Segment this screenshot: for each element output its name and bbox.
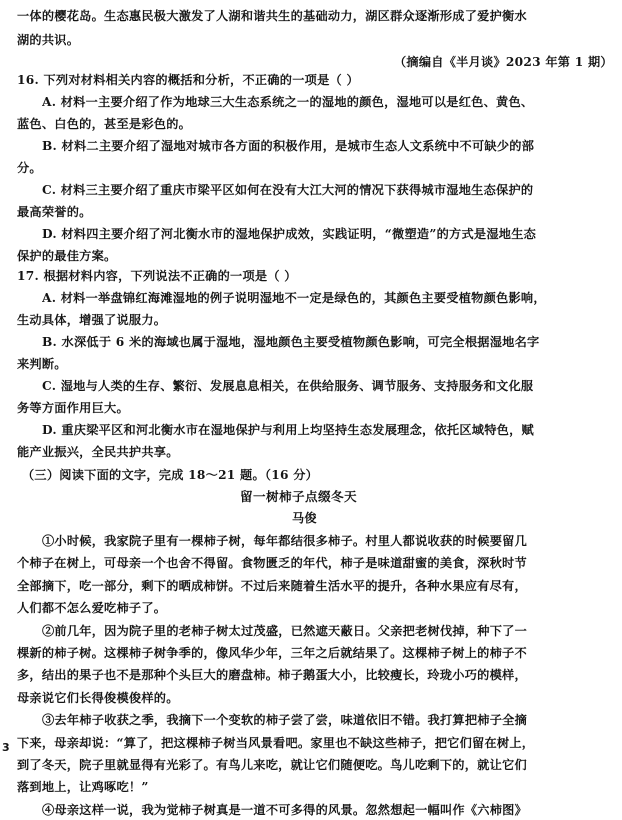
paragraph-2-line: 多，结出的果子也不是那种个头巨大的磨盘柿。柿子鹅蛋大小，比较瘦长，玲珑小巧的模样， (17, 668, 527, 682)
section-instruction: （三）阅读下面的文字，完成 18～21 题。（16 分） (22, 468, 319, 482)
q16-option-a: A. 材料一主要介绍了作为地球三大生态系统之一的湿地的颜色，湿地可以是红色、黄色、 (42, 95, 534, 109)
paragraph-4-line: ④母亲这样一说，我为觉柿子树真是一道不可多得的风景。忽然想起一幅叫作《六柿图》 (42, 803, 528, 817)
paragraph-2-line: 棵新的柿子树。这棵柿子树争季的，像风华少年，三年之后就结果了。这棵柿子树上的柿子不 (17, 646, 527, 660)
q16-option-d: D. 材料四主要介绍了河北衡水市的湿地保护成效，实践证明，“微塑造”的方式是湿地生态 (42, 227, 537, 241)
page-number: 3 (2, 741, 10, 754)
paragraph-1-line: 个柿子在树上，可母亲一个也舍不得留。食物匮乏的年代，柿子是味道甜蜜的美食，深秋时节 (17, 556, 527, 570)
q16-option-a-cont: 蓝色、白色的，甚至是彩色的。 (17, 117, 192, 131)
q16-option-c: C. 材料三主要介绍了重庆市梁平区如何在没有大江大河的情况下获得城市湿地生态保护的 (42, 183, 534, 197)
q16-option-b-cont: 分。 (17, 161, 42, 175)
q17-option-a: A. 材料一举盘锦红海滩湿地的例子说明湿地不一定是绿色的，其颜色主要受植物颜色影响， (42, 291, 546, 305)
q17-option-c-cont: 务等方面作用巨大。 (17, 401, 129, 415)
passage-line: 湖的共识。 (17, 33, 80, 47)
paragraph-1-line: 全部摘下，吃一部分，剩下的晒成柿饼。不过后来随着生活水平的提升，各种水果应有尽有， (17, 579, 527, 593)
paragraph-3-line: 下来，母亲却说：“算了，把这棵柿子树当风景看吧。家里也不缺这些柿子，把它们留在树上， (17, 736, 535, 750)
q16-option-b: B. 材料二主要介绍了湿地对城市各方面的积极作用，是城市生态人文系统中不可缺少的部 (42, 139, 535, 153)
q17-option-a-cont: 生动具体，增强了说服力。 (17, 313, 167, 327)
paragraph-1-line: 人们都不怎么爱吃柿子了。 (17, 601, 167, 615)
question-17-stem: 17. 根据材料内容，下列说法不正确的一项是（ ） (17, 269, 297, 283)
paragraph-1-line: ①小时候，我家院子里有一棵柿子树，每年都结很多柿子。村里人都说收获的时候要留几 (42, 534, 528, 548)
q17-option-b: B. 水深低于 6 米的海域也属于湿地，湿地颜色主要受植物颜色影响，可完全根据湿地名字 (42, 335, 540, 349)
article-title: 留一树柿子点缀冬天 (240, 489, 357, 504)
q16-option-c-cont: 最高荣誉的。 (17, 205, 92, 219)
q17-option-d-cont: 能产业振兴，全民共护共享。 (17, 445, 179, 459)
paragraph-3-line: ③去年柿子收获之季，我摘下一个变软的柿子尝了尝，味道依旧不错。我打算把柿子全摘 (42, 713, 528, 727)
paragraph-2-line: ②前几年，因为院子里的老柿子树太过茂盛，已然遮天蔽日。父亲把老树伐掉，种下了一 (42, 624, 528, 638)
q16-option-d-cont: 保护的最佳方案。 (17, 249, 117, 263)
article-author: 马俊 (292, 511, 317, 525)
source-citation: （摘编自《半月谈》2023 年第 1 期） (394, 55, 613, 69)
passage-line: 一体的樱花岛。生态惠民极大激发了人湖和谐共生的基础动力，湖区群众逐渐形成了爱护衡水 (17, 9, 527, 23)
q17-option-c: C. 湿地与人类的生存、繁衍、发展息息相关，在供给服务、调节服务、支持服务和文化服 (42, 379, 534, 393)
paragraph-3-line: 落到地上，让鸡啄吃！” (17, 780, 149, 794)
paragraph-3-line: 到了冬天，院子里就显得有光彩了。有鸟儿来吃，就让它们随便吃。鸟儿吃剩下的，就让它们 (17, 758, 527, 772)
q17-option-b-cont: 来判断。 (17, 357, 67, 371)
paragraph-2-line: 母亲说它们长得俊模俊样的。 (17, 691, 179, 705)
question-16-stem: 16. 下列对材料相关内容的概括和分析，不正确的一项是（ ） (17, 73, 359, 87)
q17-option-d: D. 重庆梁平区和河北衡水市在湿地保护与利用上均坚持生态发展理念，依托区域特色，赋 (42, 423, 534, 437)
